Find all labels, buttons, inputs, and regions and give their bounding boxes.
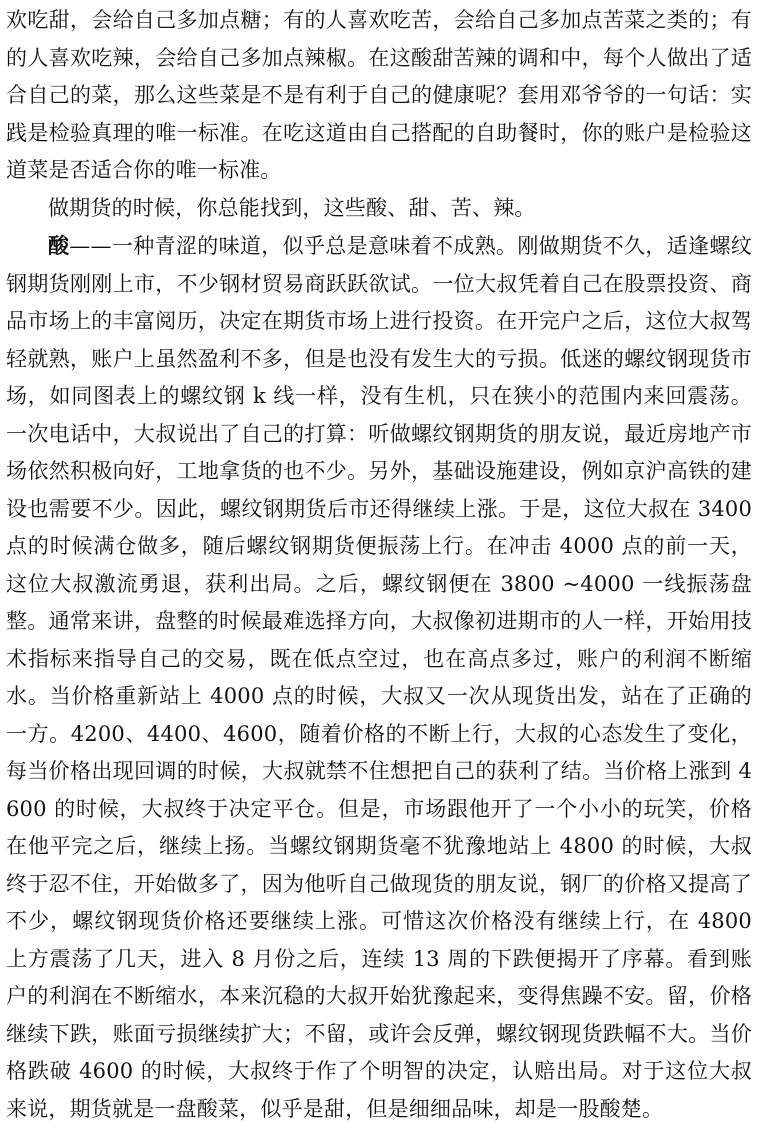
paragraph-tastes-intro: 做期货的时候，你总能找到，这些酸、甜、苦、辣。 [48, 195, 536, 220]
paragraph-sour-story [6, 227, 752, 1128]
paragraph-continuation: 欢吃甜，会给自己多加点糖；有的人喜欢吃苦，会给自己多加点苦菜之类的；有的人喜欢吃辣，会给自己多加点辣椒。在这酸甜苦辣的调和中，每个人做出了适合自己的菜，那么这些菜是不是有利于自己的健康呢？套用邓爷爷的一句话：实践是检验真理的唯一标准。在吃这道由自己搭配的自助餐时，你的账户是检验这道菜是否适合你的唯一标准。 [6, 8, 752, 182]
paragraph-sour-body: ——一种青涩的味道，似乎总是意味着不成熟。刚做期货不久，适逢螺纹钢期货刚刚上市，不少钢材贸易商跃跃欲试。一位大叔凭着自己在股票投资、商品市场上的丰富阅历，决定在期货市场上进行投资。在开完户之后，这位大叔驾轻就熟，账户上虽然盈利不多，但是也没有发生大的亏损。低迷的螺纹钢现货市场，如同图表上的螺纹钢 k 线一样，没有生机，只在狭小的范围内来回震荡。一次电话中，大叔说出了自己的打算：听做螺纹钢期货的朋友说，最近房地产市场依然积极向好，工地拿货的也不少。另外，基础设施建设，例如京沪高铁的建设也需要不少。因此，螺纹钢期货后市还得继续上涨。于是，这位大叔在 3400 点的时候满仓做多，随后螺纹钢期货便振荡上行。在冲击 4000 点的前一天，这位大叔激流勇退，获利出局。之后，螺纹钢便在 3800 ~4000 一线振荡盘整。通常来讲，盘整的时候最难选择方向，大叔像初进期市的人一样，开始用技术指标来指导自己的交易，既在低点空过，也在高点多过，账户的利润不断缩水。当价格重新站上 4000 点的时候，大叔又一次从现货出发，站在了正确的一方。4200、4400、4600，随着价格的不断上行，大叔的心态发生了变化，每当价格出现回调的时候，大叔就禁不住想把自己的获利了结。当价格上涨到 4600 的时候，大叔终于决定平仓。但是，市场跟他开了一个小小的玩笑，价格在他平完之后，继续上扬。当螺纹钢期货毫不犹豫地站上 4800 的时候，大叔终于忍不住，开始做多了，因为他听自己做现货的朋友说，钢厂的价格又提高了不少，螺纹钢现货价格还要继续上涨。可惜这次价格没有继续上行，在 4800 上方震荡了几天，进入 8 月份之后，连续 13 周的下跌便揭开了序幕。看到账户的利润在不断缩水，本来沉稳的大叔开始犹豫起来，变得焦躁不安。留，价格继续下跌，账面亏损继续扩大；不留，或许会反弹，螺纹钢现货跌幅不大。当价格跌破 4600 的时候，大叔终于作了个明智的决定，认赔出局。对于这位大叔来说，期货就是一盘酸菜，似乎是甜，但是细细品味，却是一股酸楚。 [6, 234, 752, 1121]
lead-word-sour: 酸 [48, 233, 70, 258]
